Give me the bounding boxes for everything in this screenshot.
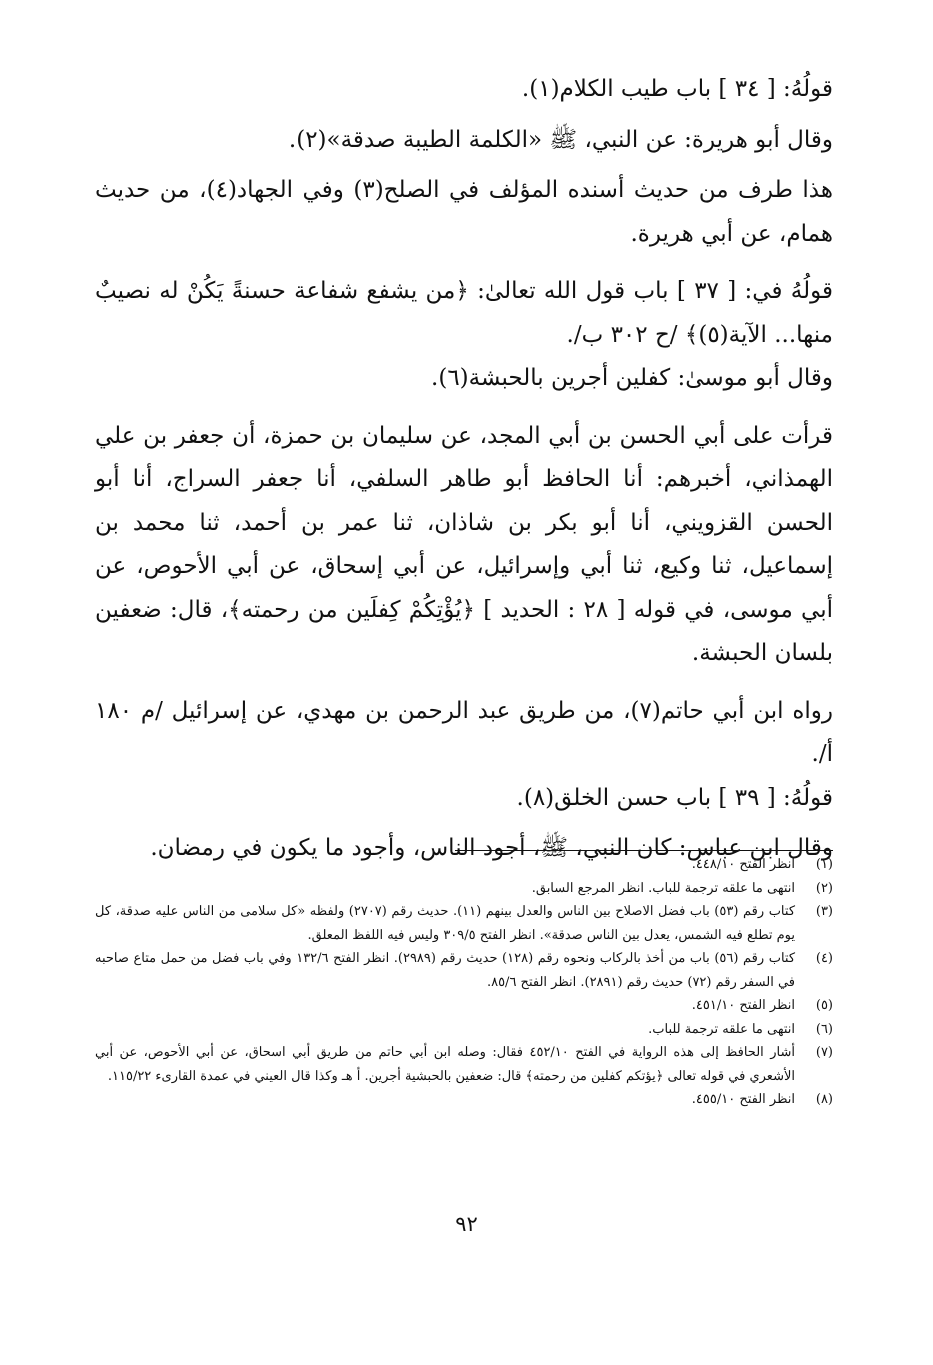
- page-number: ٩٢: [455, 1212, 478, 1236]
- footnote-text: أشار الحافظ إلى هذه الرواية في الفتح ٤٥٢/١٠ فقال: وصله ابن أبي حاتم من طريق أبي اسحاق، عن أبي الأحوص، عن أبي الأشعري في قوله تعالى ﴿يؤتكم كفلين من رحمته﴾ قال: ضعفين بالحبشية أجرين. أ هـ وكذا قال العيني في عمدة القارىء ١١٥/٢٢.: [95, 1045, 795, 1084]
- footnote-number: (٢): [815, 880, 833, 896]
- footnote-text: انتهى ما علقه ترجمة للباب. انظر المرجع السابق.: [531, 880, 795, 896]
- footnote-number: (٣): [815, 904, 833, 919]
- footnote-text: كتاب رقم (٥٦) باب من أخذ بالركاب ونحوه رقم (١٢٨) حديث رقم (٢٩٨٩). انظر الفتح ١٣٢/٦ وفي باب فضل من حمل متاع صاحبه في السفر رقم (٧٢) حديث رقم (٢٨٩١). انظر الفتح ٨٥/٦.: [95, 951, 796, 990]
- footnote-number: (٦): [815, 1021, 833, 1037]
- heading-bab-37: قولُهُ في: [ ٣٧ ] باب قول الله تعالىٰ: ﴿من يشفع شفاعة حسنةً يَكُنْ له نصيبٌ منها... الآية(٥)﴾ /ح ٣٠٢ ب/.: [95, 278, 833, 348]
- footnote-7: [95, 1041, 833, 1088]
- paragraph-ibn-abi-hatim: رواه ابن أبي حاتم(٧)، من طريق عبد الرحمن بن مهدي، عن إسرائيل /م ١٨٠ أ/.: [95, 697, 833, 767]
- footnote-number: (٥): [815, 998, 833, 1013]
- footnote-2: [95, 877, 833, 901]
- paragraph-hadith-source: هذا طرف من حديث أسنده المؤلف في الصلح(٣) وفي الجهاد(٤)، من حديث همام، عن أبي هريرة.: [95, 177, 834, 247]
- footnote-text: انتهى ما علقه ترجمة للباب.: [648, 1021, 795, 1037]
- footnote-4: [95, 947, 833, 994]
- footnote-8: [95, 1088, 833, 1112]
- footnote-text: كتاب رقم (٥٣) باب فضل الاصلاح بين الناس والعدل بينهم (١١). حديث رقم (٢٧٠٧) ولفظه «كل سلامى من الناس عليه صدقة، كل يوم تطلع فيه الشمس، يعدل بين الناس صدقة». انظر الفتح ٣٠٩/٥ وليس فيه اللفظ المعلق.: [95, 904, 796, 943]
- footnote-6: [95, 1018, 833, 1042]
- paragraph-ibn-abbas: وقال ابن عباس: كان النبي، ﷺ، أجود الناس، وأجود ما يكون في رمضان.: [150, 835, 833, 861]
- footnote-text: انظر الفتح ٤٥١/١٠.: [691, 998, 795, 1013]
- footnote-number: (٤): [815, 951, 833, 966]
- heading-bab-39: قولُهُ: [ ٣٩ ] باب حسن الخلق(٨).: [516, 784, 833, 811]
- heading-bab-34: قولُهُ: [ ٣٤ ] باب طيب الكلام(١).: [521, 76, 833, 102]
- footnotes: [95, 853, 833, 1112]
- footnote-text: انظر الفتح ٤٥٥/١٠.: [691, 1092, 795, 1107]
- footnote-divider: [455, 850, 833, 851]
- paragraph-abu-hurayra: وقال أبو هريرة: عن النبي، ﷺ «الكلمة الطيبة صدقة»(٢).: [288, 126, 833, 153]
- footnote-1: [95, 853, 833, 877]
- footnote-5: [95, 994, 833, 1018]
- paragraph-isnad: قرأت على أبي الحسن بن أبي المجد، عن سليمان بن حمزة، أن جعفر بن علي الهمذاني، أخبرهم: أنا الحافظ أبو طاهر السلفي، أنا جعفر السراج، أنا أبو الحسن القزويني، أنا أبو بكر بن شاذان، ثنا عمر بن أحمد، ثنا محمد بن إسماعيل، ثنا وكيع، ثنا أبي وإسرائيل، عن أبي إسحاق، عن أبي الأحوص، عن أبي موسى، في قوله [ ٢٨ : الحديد ] ﴿يُؤْتِكُمْ كِفلَين من رحمته﴾، قال: ضعفين بلسان الحبشة.: [95, 422, 833, 666]
- footnote-number: (٧): [815, 1045, 833, 1060]
- paragraph-abu-musa: وقال أبو موسىٰ: كفلين أجرين بالحبشة(٦).: [431, 365, 833, 391]
- footnote-number: (١): [815, 857, 833, 872]
- main-text: [95, 68, 833, 871]
- footnote-3: [95, 900, 833, 947]
- footnote-text: انظر الفتح ٤٤٨/١٠.: [691, 857, 795, 872]
- footnote-number: (٨): [815, 1092, 833, 1107]
